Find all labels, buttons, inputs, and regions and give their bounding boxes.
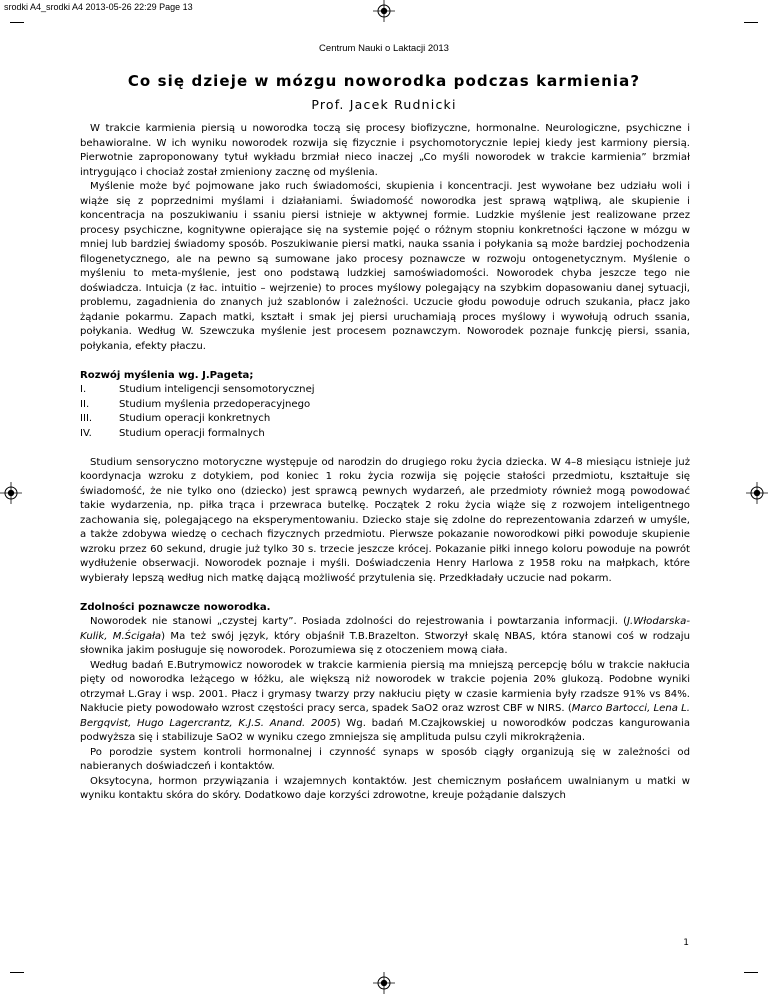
- article-title: Co się dzieje w mózgu noworodka podczas karmienia?: [127, 72, 641, 90]
- registration-mark-top: [373, 0, 395, 22]
- piaget-stages-list: [80, 383, 690, 441]
- paragraph: Myślenie może być pojmowane jako ruch świadomości, skupienia i koncentracji. Jest wywołane bez udziału woli i wiąże się z poprzednimi myślami i działaniami. Świadomość noworodka jest sprawą wątpliwą, ale skupienie i koncentracja na poszukiwaniu i ssaniu piersi istnieje w aktywnej formie. Ludzkie myślenie jest realizowane przez procesy psychiczne, kognitywne opierające się na systemie pojęć o różnym stopniu konkretności łączone w mózgu w mniej lub bardziej świadomy sposób. Poszukiwanie piersi matki, nauka ssania i połykania są może bardziej pochodzenia filogenetycznego, ale na pewno są sumowane jako procesy poznawcze w rozwoju ontogenetycznym. Myślenie o myśleniu to meta-myślenie, jest ono podstawą ludzkiej samoświadomości. Noworodek chyba jeszcze tego nie doświadcza. Intuicja (z łac. intuitio – wejrzenie) to proces myślowy polegający na szybkim dopasowaniu danej sytuacji, problemu, zagadnienia do znanych już szablonów i zależności. Uczucie głodu powoduje odruch szukania, płacz jako żądanie pokarmu. Zapach matki, kształt i smak jej piersi uruchamiają proces myślowy i wywołują odruch ssania, połykania. Według W. Szewczuka myślenie jest procesem poznawczym. Noworodek poznaje funkcję piersi, ssania, połykania, efekty płaczu.: [80, 181, 690, 352]
- citation: Marco Bartocci, Lena L. Bergqvist, Hugo Lagercrantz, K.J.S. Anand. 2005: [80, 703, 690, 729]
- paragraph: Według badań E.Butrymowicz noworodek w trakcie karmienia piersią ma mniejszą percepcję bólu w trakcie nakłucia pięty od noworodka leżącego w łóżku, ale większą niż noworodek w trakcie pojenia 20% glukozą. Podobne wyniki otrzymał L.Gray i wsp. 2001. Płacz i grymasy twarzy przy nakłuciu pięty w czasie karmienia były rzadsze 91% vs 84%. Nakłucie piety powodowało wzrost częstości pracy serca, spadek SaO2 oraz wzrost CBF w NIRS. (Marco Bartocci, Lena L. Bergqvist, Hugo Lagercrantz, K.J.S. Anand. 2005) Wg. badań M.Czajkowskiej u noworodków podczas kangurowania podwyższa się i stabilizuje SaO2 w wyniku czego zmniejsza się amplituda pulsu czyli mikrokrążenia.: [80, 659, 691, 743]
- list-item: IV. Studium operacji formalnych: [80, 427, 265, 439]
- paragraph: Po porodzie system kontroli hormonalnej i czynność synaps w sposób ciągły organizują się w zależności od nabieranych doświadczeń i kontaktów.: [80, 746, 690, 772]
- registration-mark-right: [746, 482, 768, 504]
- article-body: [80, 122, 690, 804]
- list-item: I. Studium inteligencji sensomotorycznej: [80, 384, 315, 395]
- section-heading: Rozwój myślenia wg. J.Pageta;: [80, 369, 254, 381]
- paragraph: W trakcie karmienia piersią u noworodka toczą się procesy biofizyczne, hormonalne. Neurologiczne, psychiczne i behawioralne. W ich wyniku noworodek rozwija się fizycznie i psychomotorycznie lepiej kiedy jest karmiony piersią. Pierwotnie zaproponowany tytuł wykładu brzmiał nieco inaczej „Co myśli noworodek w trakcie karmienia” brzmiał intrygująco i chociaż został zmieniony zacznę od myślenia.: [80, 123, 690, 178]
- crop-mark: [10, 22, 24, 23]
- list-item: II. Studium myślenia przedoperacyjnego: [80, 398, 311, 410]
- list-item: III. Studium operacji konkretnych: [80, 413, 271, 424]
- registration-mark-bottom: [373, 972, 395, 994]
- article-author: Prof. Jacek Rudnicki: [311, 97, 457, 112]
- running-head: Centrum Nauki o Laktacji 2013: [319, 43, 449, 54]
- page-number: 1: [683, 938, 689, 948]
- section-heading: Zdolności poznawcze noworodka.: [80, 601, 271, 613]
- registration-mark-left: [0, 482, 22, 504]
- crop-mark: [744, 22, 758, 23]
- paragraph: Oksytocyna, hormon przywiązania i wzajemnych kontaktów. Jest chemicznym posłańcem uwalnianym u matki w wyniku kontaktu skóra do skóry. Dodatkowo daje korzyści zdrowotne, kreuje pożądanie dalszych: [80, 775, 690, 801]
- paragraph: Studium sensoryczno motoryczne występuje od narodzin do drugiego roku życia dziecka. W 4–8 miesiącu istnieje już koordynacja wzroku z dotykiem, pod koniec 1 roku życia rozwija się pojęcie stałości przedmiotu, kształtuje się świadomość, że nie tylko ono (dziecko) jest sprawcą pewnych wydarzeń, ale przedmioty również mogą powodować takie wydarzenia, np. piłka trąca i przewraca butelkę. Początek 2 roku życia wiąże się z rozwojem inteligentnego zachowania się, polegającego na eksperymentowaniu. Dziecko staje się zdolne do reprezentowania zdarzeń w umyśle, a także zdobywa wiedzę o cechach fizycznych przedmiotu. Pierwsze pokazanie noworodkowi piłki powoduje skupienie wzroku przez 60 sekund, drugie już tylko 30 s. trzecie jeszcze krócej. Pokazanie piłki innego koloru powoduje na powrót wydłużenie obserwacji. Noworodek poznaje i myśli. Doświadczenia Henry Harlowa z 1958 roku na małpkach, które wybierały lepszą według nich matkę dającą możliwość przytulenia się. Przedkładały uczucie nad pokarm.: [80, 456, 690, 584]
- print-slug: srodki A4_srodki A4 2013-05-26 22:29 Page 13: [4, 2, 193, 12]
- crop-mark: [744, 972, 758, 973]
- crop-mark: [10, 972, 24, 973]
- paragraph: Noworodek nie stanowi „czystej karty”. Posiada zdolności do rejestrowania i powtarzania informacji. (J.Włodarska-Kulik, M.Ścigała) Ma też swój język, który objaśnił T.B.Brazelton. Stworzył skalę NBAS, która stanowi coś w rodzaju słownika jakim posługuje się noworodek. Porozumiewa się z otoczeniem mową ciała.: [80, 616, 690, 656]
- citation: J.Włodarska-Kulik, M.Ścigała: [80, 616, 690, 642]
